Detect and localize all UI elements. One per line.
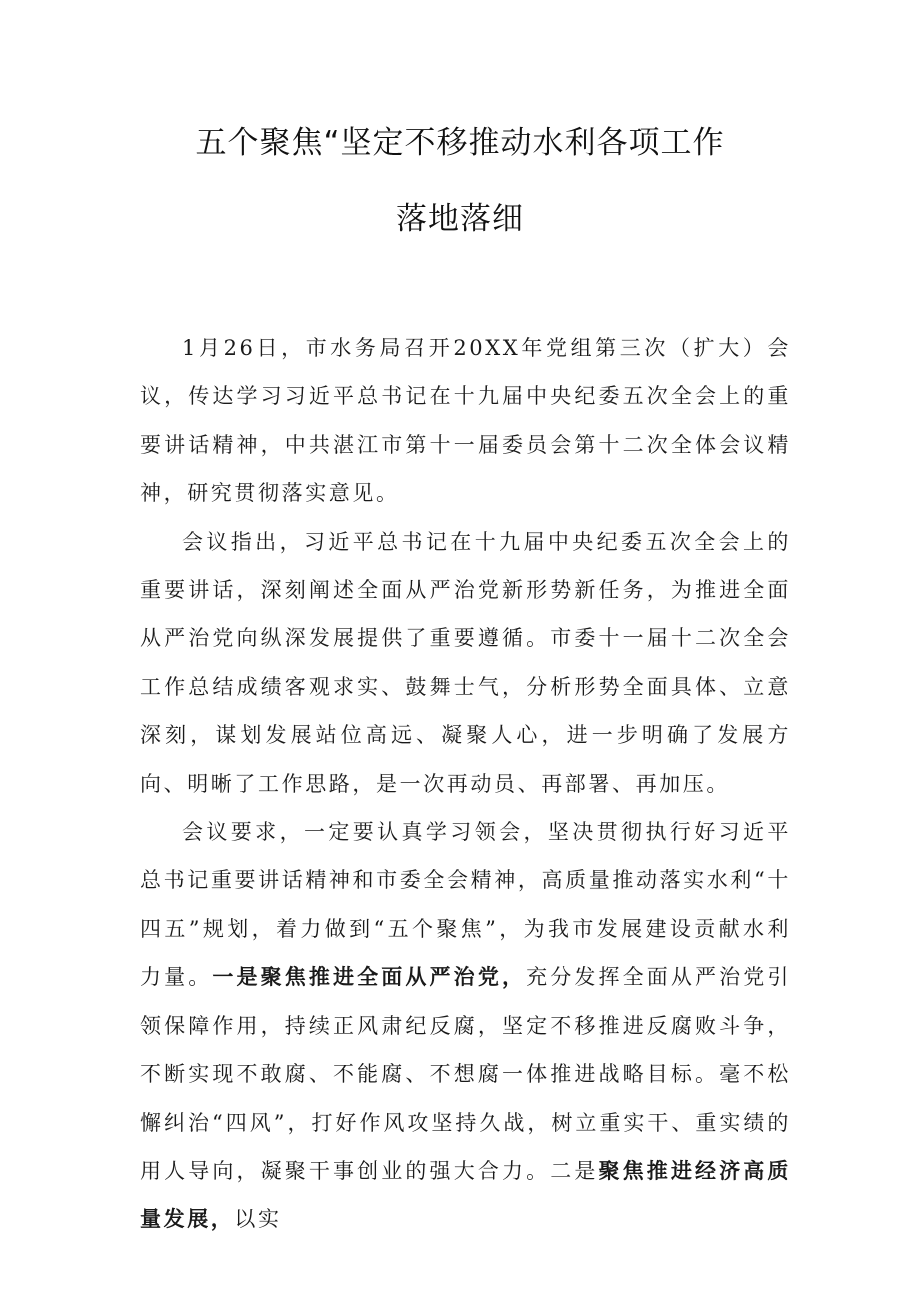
paragraph-3-text-c: 以实 [234,1207,282,1232]
paragraph-3-bold-heading-1: 一是聚焦推进全面从严治党， [212,964,527,990]
paragraph-1: 1月26日，市水务局召开20XX年党组第三次（扩大）会议，传达学习习近平总书记在十九届中央纪委五次全会上的重要讲话精神，中共湛江市第十一届委员会第十二次全体会议精神，研究贯彻落实意见。 [140,336,791,506]
document-title-line-1: 五个聚焦“坚定不移推动水利各项工作 [195,125,725,161]
paragraph-3-text-a: 会议要求，一定要认真学习领会，坚决贯彻执行好习近平总书记重要讲话精神和市委全会精神，高质量推动落实水利“十四五”规划，着力做到“五个聚焦”，为我市发展建设贡献水利力量。 [140,820,791,990]
document-title-line-2: 落地落细 [396,201,524,237]
paragraph-2: 会议指出，习近平总书记在十九届中央纪委五次全会上的重要讲话，深刻阐述全面从严治党新形势新任务，为推进全面从严治党向纵深发展提供了重要遵循。市委十一届十二次全会工作总结成绩客观求实、鼓舞士气，分析形势全面具体、立意深刻，谋划发展站位高远、凝聚人心，进一步明确了发展方向、明晰了工作思路，是一次再动员、再部署、再加压。 [140,529,791,796]
paragraph-3 [140,808,791,1244]
paragraph-3-bold-heading-2: 聚焦推进经济高质量发展， [140,1157,791,1232]
document-body [140,324,791,1244]
paragraph-3-text-b: 充分发挥全面从严治党引领保障作用，持续正风肃纪反腐，坚定不移推进反腐败斗争，不断实现不敢腐、不能腐、不想腐一体推进战略目标。毫不松懈纠治“四风”，打好作风攻坚持久战，树立重实干、重实绩的用人导向，凝聚干事创业的强大合力。二是 [140,965,791,1183]
